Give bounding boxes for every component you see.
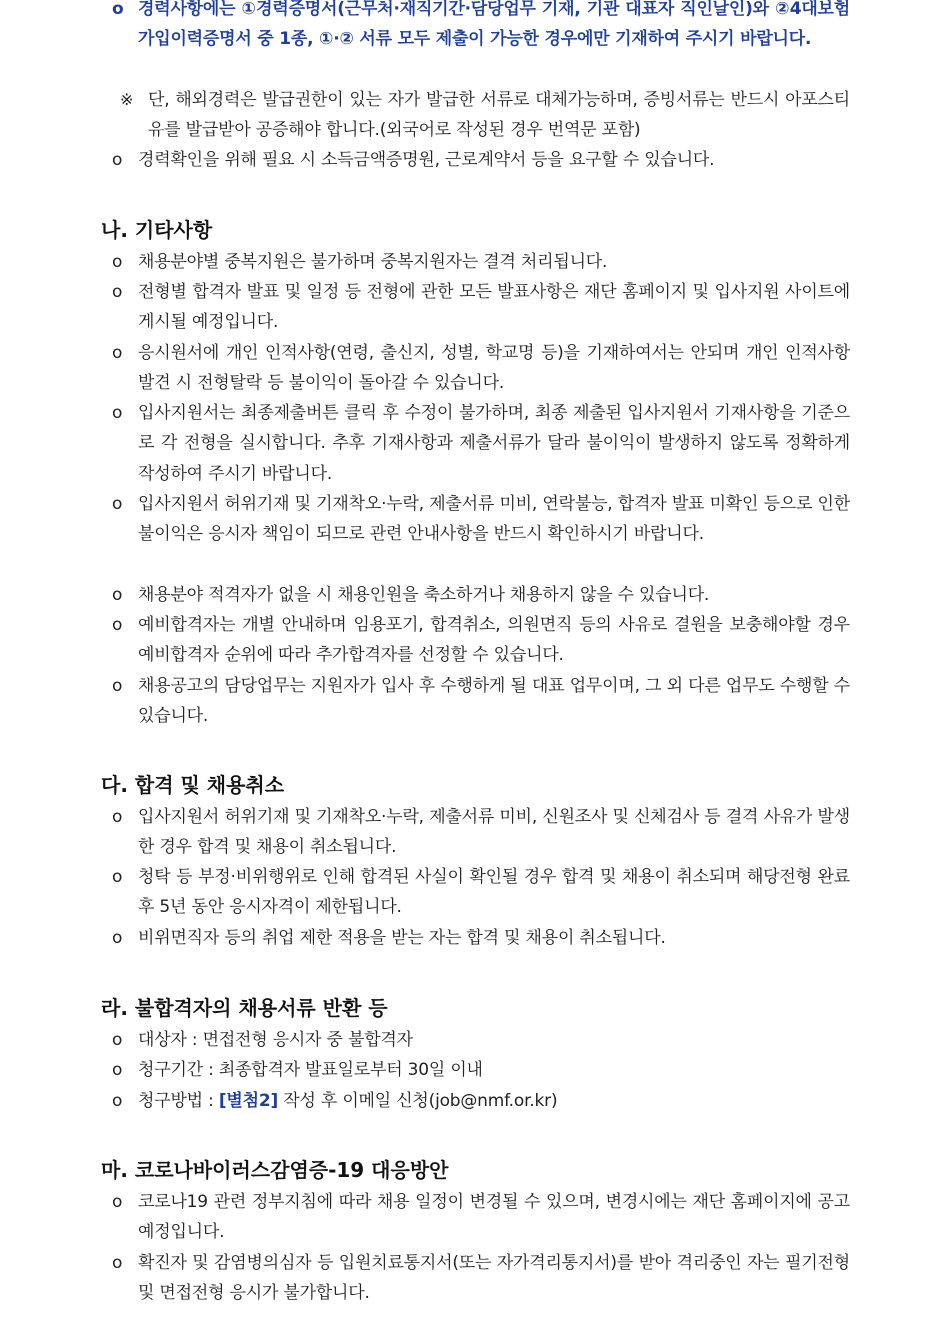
bullet: o [112, 867, 123, 887]
list-item: 채용분야 적격자가 없을 시 채용인원을 축소하거나 채용하지 않을 수 있습니다. [138, 585, 710, 605]
list-item: 코로나19 관련 정부지침에 따라 채용 일정이 변경될 수 있으며, 변경시에는 재단 홈페이지에 공고예정입니다. [138, 1192, 850, 1243]
list-item: 채용공고의 담당업무는 지원자가 입사 후 수행하게 될 대표 업무이며, 그 외 다른 업무도 수행할 수 있습니다. [138, 676, 850, 727]
bullet: o [112, 1060, 123, 1080]
section-title-misc: 나. 기타사항 [101, 218, 213, 242]
list-item: 청구기간 : 최종합격자 발표일로부터 30일 이내 [138, 1060, 483, 1080]
section-title-cancellation: 다. 합격 및 채용취소 [101, 773, 285, 797]
bullet: o [112, 1253, 123, 1273]
bullet: o [112, 615, 123, 635]
bullet: o [112, 807, 123, 827]
attachment-2-reference: [별첨2] [218, 1091, 279, 1111]
request-method-prefix: 청구방법 : [138, 1091, 219, 1111]
list-item: 청탁 등 부정·비위행위로 인해 합격된 사실이 확인될 경우 합격 및 채용이 취소되며 해당전형 완료 후 5년 동안 응시자격이 제한됩니다. [138, 867, 850, 918]
intro-item-career-docs: 경력사항에는 ①경력증명서(근무처·재직기간·담당업무 기재, 기관 대표자 직인날인)와 ②4대보험 가입이력증명서 중 1종, ①·② 서류 모두 제출이 가능한 경우에만 기재하여 주시기 바랍니다. [138, 0, 850, 50]
list-item: 입사지원서 허위기재 및 기재착오·누락, 제출서류 미비, 연락불능, 합격자 발표 미확인 등으로 인한 불이익은 응시자 책임이 되므로 관련 안내사항을 반드시 확인하시기 바랍니다. [138, 494, 850, 545]
bullet: o [112, 150, 123, 170]
bullet: o [112, 1030, 123, 1050]
section-title-document-return: 라. 불합격자의 채용서류 반환 등 [101, 996, 388, 1020]
request-method-suffix: 작성 후 이메일 신청(job@nmf.or.kr) [278, 1091, 558, 1111]
bullet: o [112, 494, 123, 514]
list-item: 입사지원서는 최종제출버튼 클릭 후 수정이 불가하며, 최종 제출된 입사지원서 기재사항을 기준으로 각 전형을 실시합니다. 추후 기재사항과 제출서류가 달라 불이익이 발생하지 않도록 정확하게 작성하여 주시기 바랍니다. [138, 403, 850, 484]
list-item: 채용분야별 중복지원은 불가하며 중복지원자는 결격 처리됩니다. [138, 252, 608, 272]
bullet: o [112, 585, 123, 605]
list-item: 입사지원서 허위기재 및 기재착오·누락, 제출서류 미비, 신원조사 및 신체검사 등 결격 사유가 발생한 경우 합격 및 채용이 취소됩니다. [138, 807, 850, 858]
section-title-covid: 마. 코로나바이러스감염증-19 대응방안 [101, 1158, 449, 1182]
intro-item-verification: 경력확인을 위해 필요 시 소득금액증명원, 근로계약서 등을 요구할 수 있습니다. [138, 150, 715, 170]
list-item: 응시원서에 개인 인적사항(연령, 출신지, 성별, 학교명 등)을 기재하여서는 안되며 개인 인적사항 발견 시 전형탈락 등 불이익이 돌아갈 수 있습니다. [138, 343, 850, 394]
list-item: 전형별 합격자 발표 및 일정 등 전형에 관한 모든 발표사항은 재단 홈페이지 및 입사지원 사이트에 게시될 예정입니다. [138, 282, 850, 333]
bullet: o [112, 1192, 123, 1212]
bullet: o [112, 1091, 123, 1111]
list-item: 확진자 및 감염병의심자 등 입원치료통지서(또는 자가격리통지서)를 받아 격리중인 자는 필기전형 및 면접전형 응시가 불가합니다. [138, 1253, 850, 1304]
bullet: o [112, 928, 123, 948]
bullet: o [112, 0, 124, 19]
list-item: 비위면직자 등의 취업 제한 적용을 받는 자는 합격 및 채용이 취소됩니다. [138, 928, 666, 948]
note-mark: ※ [120, 90, 134, 109]
bullet: o [112, 343, 123, 363]
list-item: 예비합격자는 개별 안내하며 임용포기, 합격취소, 의원면직 등의 사유로 결원을 보충해야할 경우 예비합격자 순위에 따라 추가합격자를 선정할 수 있습니다. [138, 615, 850, 666]
bullet: o [112, 676, 123, 696]
bullet: o [112, 282, 123, 302]
list-item: 대상자 : 면접전형 응시자 중 불합격자 [138, 1030, 413, 1050]
bullet: o [112, 403, 123, 423]
intro-note-overseas: 단, 해외경력은 발급권한이 있는 자가 발급한 서류로 대체가능하며, 증빙서류는 반드시 아포스티유를 발급받아 공증해야 합니다.(외국어로 작성된 경우 번역문 포함) [148, 90, 850, 141]
bullet: o [112, 252, 123, 272]
list-item [138, 1086, 850, 1116]
